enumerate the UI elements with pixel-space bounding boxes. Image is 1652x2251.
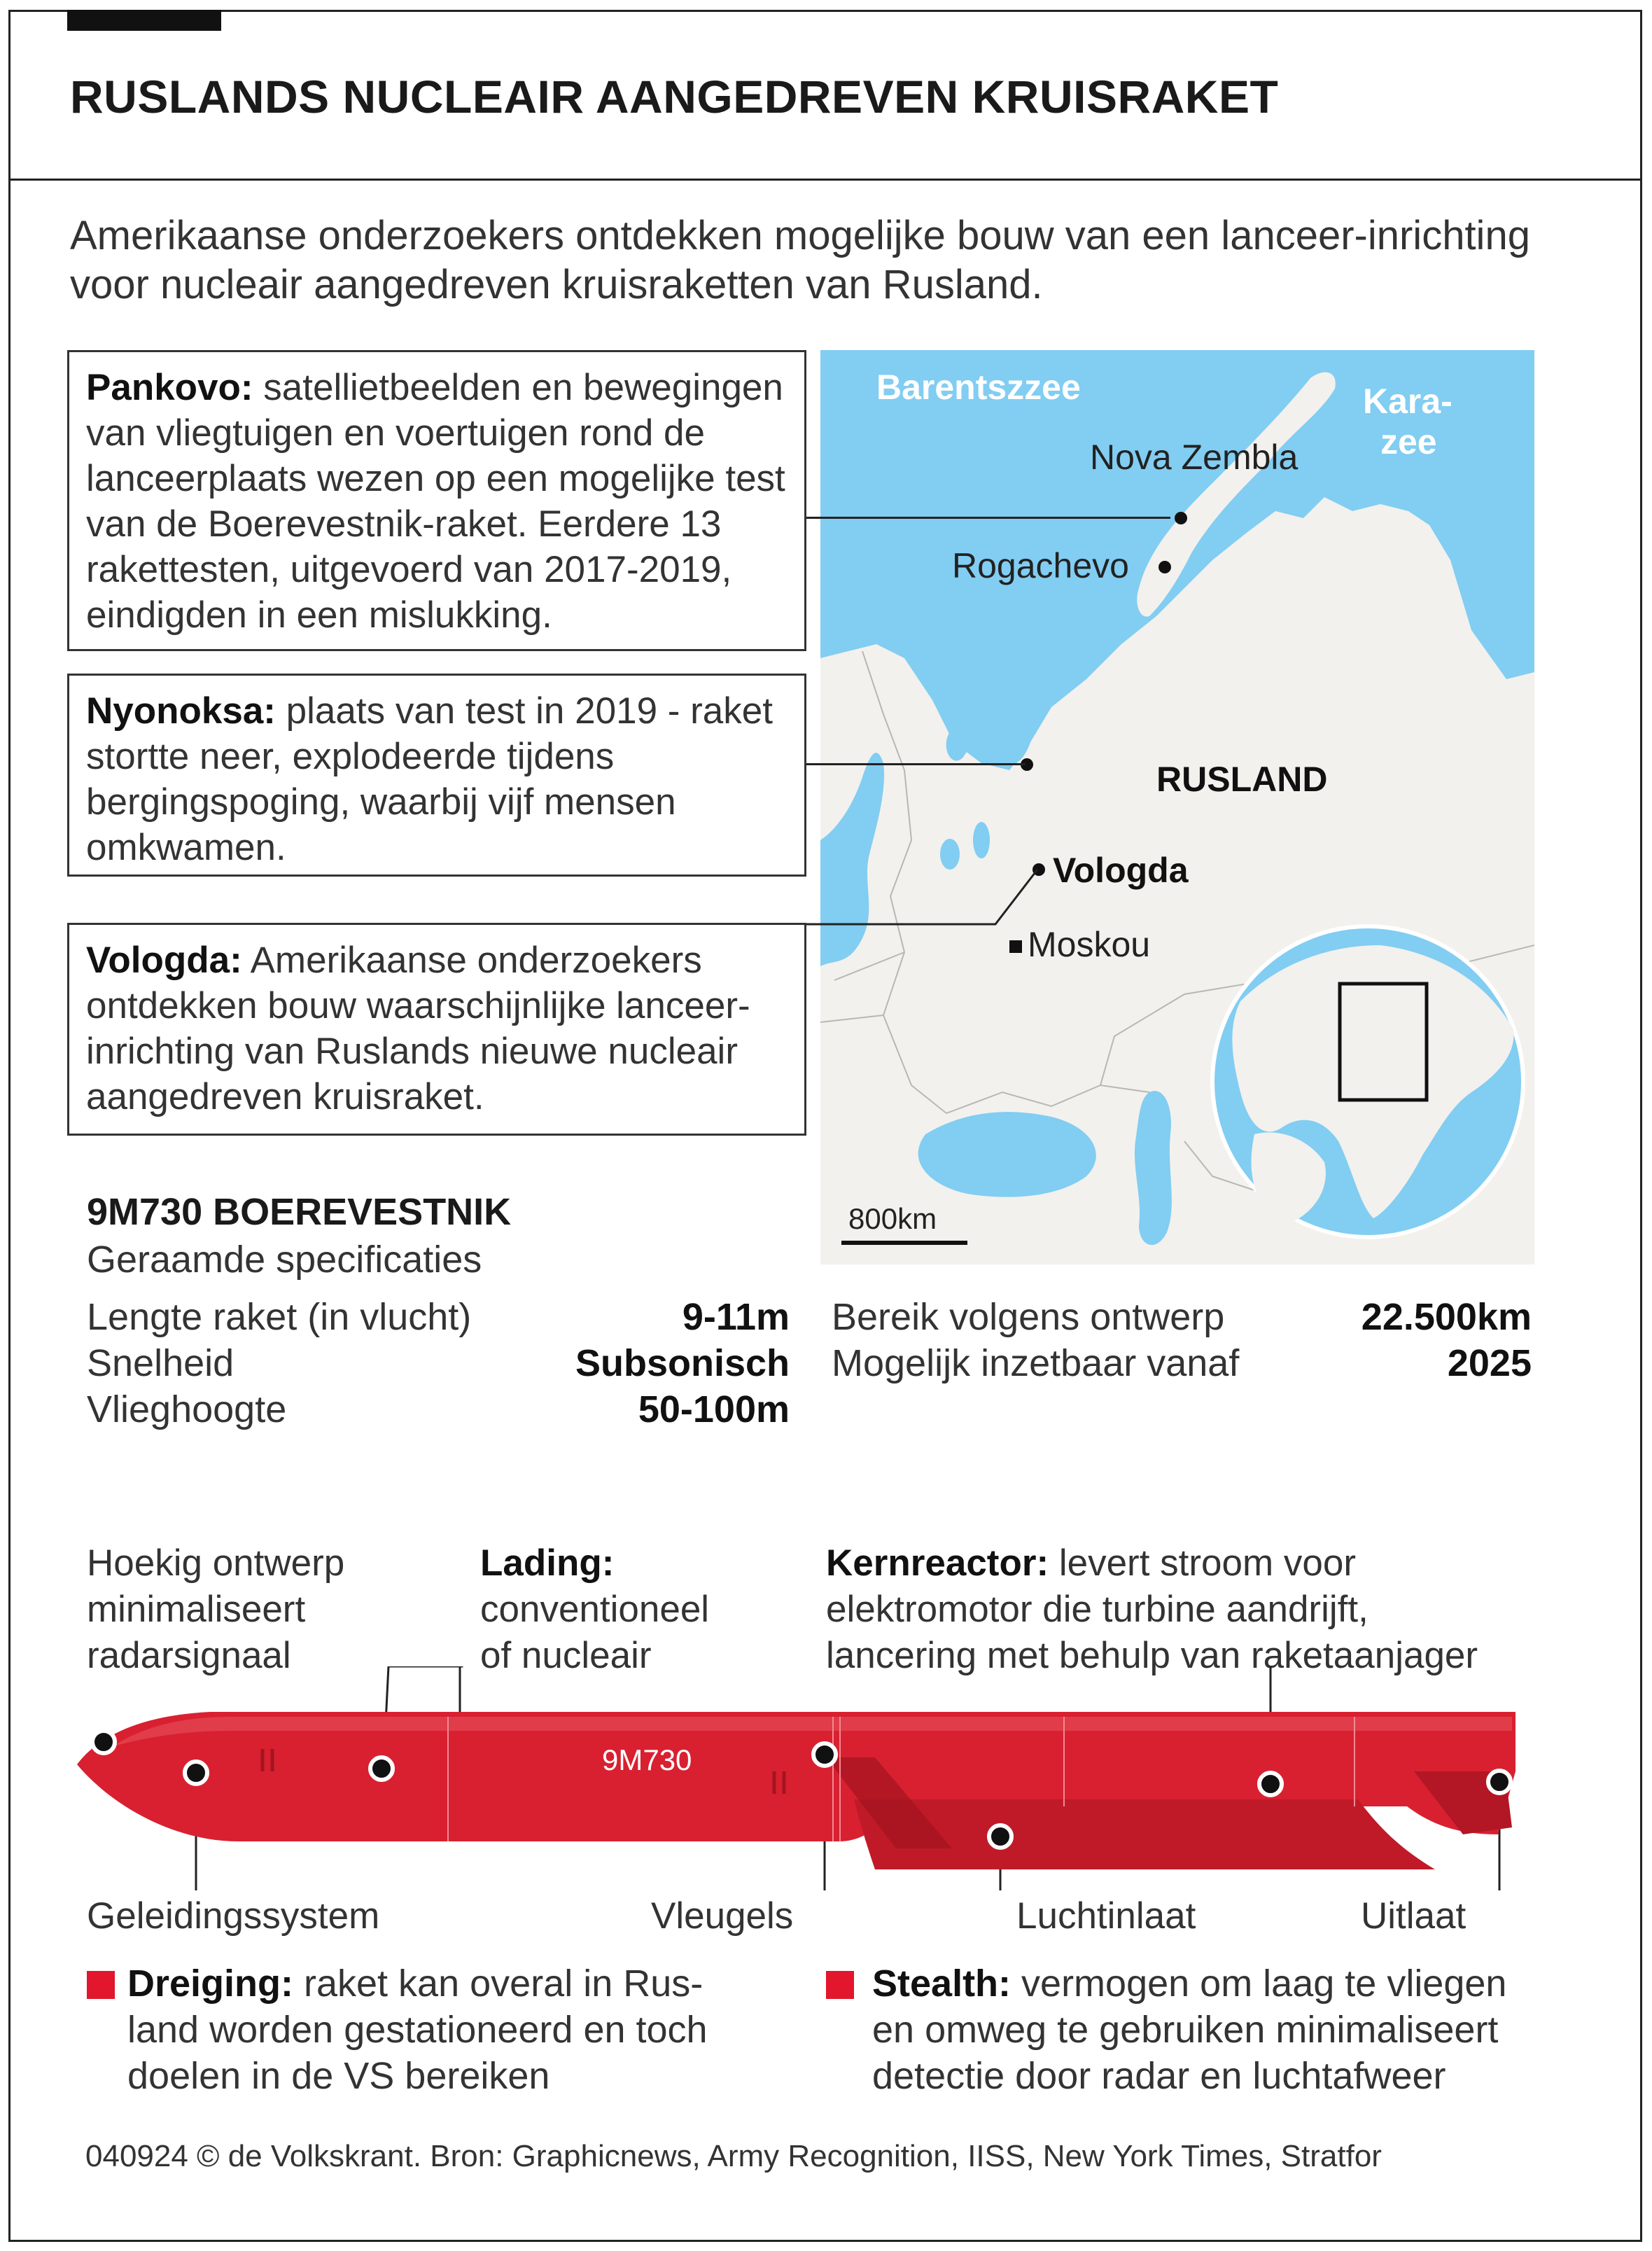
- spec-value-length: 9-11m: [682, 1296, 790, 1338]
- russia-map: [820, 350, 1534, 1264]
- map-label-rusland: RUSLAND: [1156, 760, 1328, 799]
- callout-vologda-text: Amerikaanse onderzoekers ontdekken bouw waarschijnlijke lanceer-inrichting van Ruslands nieuwe nucleair aangedreven kruisraket.: [86, 940, 750, 1117]
- map-label-nova-zembla: Nova Zembla: [1090, 438, 1298, 477]
- footer-credits: 040924 © de Volkskrant. Bron: Graphicnews, Army Recognition, IISS, New York Times, Stratfor: [85, 2139, 1382, 2173]
- spec-label-altitude: Vlieghoogte: [87, 1388, 287, 1430]
- note-stealth-title: Stealth:: [872, 1963, 1011, 2005]
- map-label-rogachevo: Rogachevo: [952, 546, 1129, 585]
- note-threat: [127, 1960, 708, 2099]
- missile-intake: [854, 1799, 1435, 1869]
- map-dot-nova: [1175, 512, 1187, 524]
- label-angular-design: [87, 1540, 344, 1679]
- spec-subtitle: Geraamde specificaties: [87, 1239, 482, 1281]
- stealth-marker: [826, 1971, 854, 1999]
- map-label-barentszzee: Barentszzee: [876, 368, 1081, 407]
- top-accent-bar: [67, 10, 221, 31]
- note-threat-line3: doelen in de VS bereiken: [127, 2055, 550, 2097]
- threat-marker: [87, 1971, 115, 1999]
- label-guidance: Geleidingssystem: [87, 1895, 380, 1937]
- label-reactor-line2: elektromotor die turbine aandrijft,: [826, 1589, 1368, 1630]
- callout-pankovo-text: satellietbeelden en bewegingen van vliegtuigen en voertuigen rond de lanceerplaats wezen op een mogelijke test van de Boerevestnik-raket. Eerdere 13 rakettesten, uitgevoerd van 2017-2019, eindigden in een mislukking.: [86, 367, 785, 636]
- spec-label-deploy: Mogelijk inzetbaar vanaf: [832, 1342, 1240, 1384]
- title-rule: [8, 179, 1642, 181]
- label-payload-line2: of nucleair: [480, 1635, 652, 1676]
- callout-nyonoksa: [67, 674, 806, 877]
- spec-value-deploy: 2025: [1447, 1342, 1532, 1384]
- spec-label-range: Bereik volgens ontwerp: [832, 1296, 1225, 1338]
- callout-nyonoksa-title: Nyonoksa:: [86, 690, 276, 732]
- label-reactor-title: Kernreactor:: [826, 1542, 1049, 1584]
- note-stealth-line3: detectie door radar en luchtafweer: [872, 2055, 1446, 2097]
- map-label-karazee-1: Kara-: [1363, 382, 1452, 421]
- map-dot-rogachevo: [1158, 561, 1171, 573]
- spec-label-length: Lengte raket (in vlucht): [87, 1296, 472, 1338]
- label-payload-line1: conventioneel: [480, 1589, 710, 1630]
- note-threat-line2: land worden gestationeerd en toch: [127, 2009, 708, 2051]
- callout-vologda: [67, 923, 806, 1136]
- callout-pankovo: [67, 350, 806, 651]
- spec-label-speed: Snelheid: [87, 1342, 234, 1384]
- spec-value-speed: Subsonisch: [575, 1342, 790, 1384]
- label-payload-title: Lading:: [480, 1542, 615, 1584]
- spec-value-range: 22.500km: [1361, 1296, 1532, 1338]
- map-label-vologda: Vologda: [1053, 851, 1189, 890]
- note-threat-title: Dreiging:: [127, 1963, 293, 2005]
- map-caspian-sea: [1135, 1091, 1172, 1245]
- map-black-sea: [918, 1112, 1096, 1197]
- map-label-karazee-2: zee: [1380, 422, 1437, 461]
- label-reactor-line1: levert stroom voor: [1049, 1542, 1356, 1584]
- map-lake-ladoga: [940, 839, 960, 870]
- missile-body-label: 9M730: [602, 1743, 692, 1776]
- label-intake: Luchtinlaat: [1016, 1895, 1196, 1937]
- note-threat-line1: raket kan overal in Rus-: [293, 1963, 704, 2005]
- spec-title: 9M730 BOEREVESTNIK: [87, 1191, 512, 1233]
- callout-nyonoksa-text: plaats van test in 2019 - raket stortte neer, explodeerde tijdens bergingspoging, waarbij vijf mensen omkwamen.: [86, 690, 773, 868]
- map-label-moskou: Moskou: [1028, 925, 1151, 964]
- leader-nyonoksa: [806, 763, 1026, 765]
- note-stealth: [872, 1960, 1506, 2099]
- globe-inset: [1212, 926, 1523, 1237]
- callout-vologda-title: Vologda:: [86, 940, 242, 981]
- label-angular-line2: minimaliseert: [87, 1589, 306, 1630]
- label-payload: [480, 1540, 709, 1679]
- note-stealth-line2: en omweg te gebruiken minimaliseert: [872, 2009, 1499, 2051]
- note-stealth-line1: vermogen om laag te vliegen: [1011, 1963, 1507, 2005]
- label-exhaust: Uitlaat: [1361, 1895, 1466, 1937]
- callout-pankovo-title: Pankovo:: [86, 367, 253, 408]
- label-reactor-line3: lancering met behulp van raketaanjager: [826, 1635, 1478, 1676]
- missile-illustration: [70, 1666, 1526, 1890]
- spec-value-altitude: 50-100m: [638, 1388, 790, 1430]
- label-angular-line3: radarsignaal: [87, 1635, 291, 1676]
- map-scale-label: 800km: [848, 1202, 937, 1235]
- map-lake-onega: [973, 822, 990, 858]
- label-angular-line1: Hoekig ontwerp: [87, 1542, 345, 1584]
- label-reactor: [826, 1540, 1478, 1679]
- leader-pankovo: [806, 517, 1170, 519]
- label-wings: Vleugels: [651, 1895, 794, 1937]
- leader-vologda: [806, 868, 1044, 945]
- intro-text: Amerikaanse onderzoekers ontdekken mogelijke bouw van een lanceer-inrichting voor nucleair aangedreven kruisraketten van Rusland.: [70, 213, 1530, 307]
- page-title: RUSLANDS NUCLEAIR AANGEDREVEN KRUISRAKET: [70, 71, 1279, 123]
